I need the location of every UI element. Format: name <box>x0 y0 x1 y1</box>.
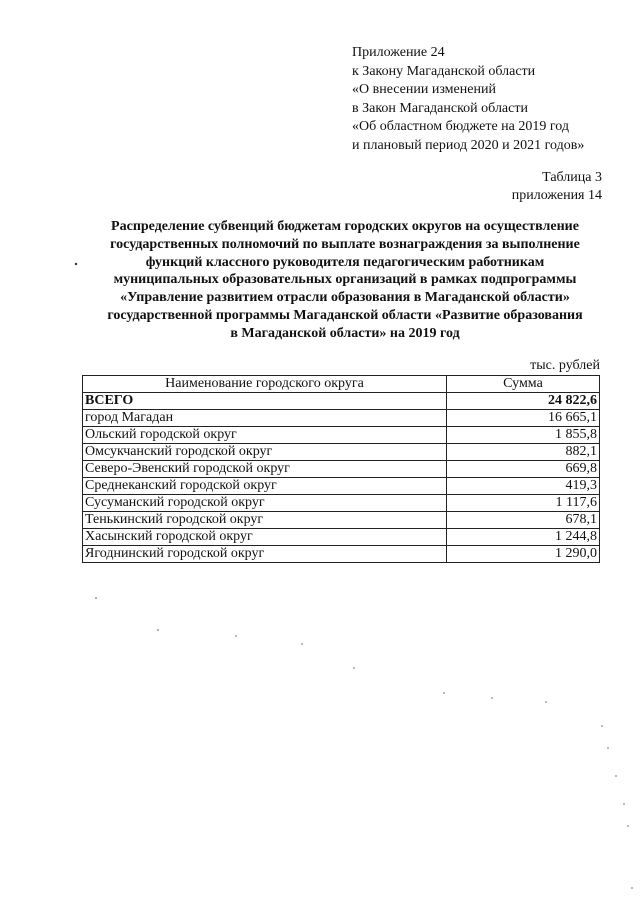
table-row <box>83 427 600 444</box>
district-sum: 678,1 <box>446 512 599 529</box>
table-row <box>83 444 600 461</box>
appendix-line: «О внесении изменений <box>352 82 496 98</box>
table-row <box>83 478 600 495</box>
table-row <box>83 529 600 546</box>
table-number: Таблица 3 <box>542 170 602 185</box>
district-sum: 669,8 <box>446 461 599 478</box>
subsidy-table <box>82 375 600 563</box>
title-line: государственных полномочий по выплате вознаграждения за выполнение <box>110 236 580 252</box>
district-name: Омсукчанский городской округ <box>83 444 447 461</box>
district-sum: 1 117,6 <box>446 495 599 512</box>
title-line: Распределение субвенций бюджетам городских округов на осуществление <box>111 219 579 234</box>
appendix-header <box>352 44 622 156</box>
appendix-line: в Закон Магаданской области <box>352 100 528 116</box>
district-sum: 882,1 <box>446 444 599 461</box>
scan-speck <box>95 597 97 599</box>
units-label: тыс. рублей <box>530 358 600 373</box>
scan-speck <box>301 643 303 645</box>
district-sum: 1 244,8 <box>446 529 599 546</box>
appendix-line: «Об областном бюджете на 2019 год <box>352 119 569 135</box>
total-sum: 24 822,6 <box>446 393 599 410</box>
appendix-line: к Закону Магаданской области <box>352 63 536 79</box>
table-total-row <box>83 393 600 410</box>
district-sum: 1 290,0 <box>446 546 599 563</box>
scan-speck <box>615 775 617 777</box>
district-sum: 419,3 <box>446 478 599 495</box>
title-line: муниципальных образовательных организаций в рамках подпрограммы <box>113 272 577 288</box>
table-row <box>83 461 600 478</box>
appendix-line: и плановый период 2020 и 2021 годов» <box>352 137 585 153</box>
district-name: Ольский городской округ <box>83 427 447 444</box>
column-header-sum: Сумма <box>446 376 599 393</box>
district-name: Среднеканский городской округ <box>83 478 447 495</box>
district-sum: 16 665,1 <box>446 410 599 427</box>
district-sum: 1 855,8 <box>446 427 599 444</box>
table-header-row <box>83 376 600 393</box>
district-name: Северо-Эвенский городской округ <box>83 461 447 478</box>
document-title <box>70 218 620 343</box>
table-row <box>83 410 600 427</box>
title-line: функций классного руководителя педагогическим работникам <box>145 254 545 270</box>
title-line: государственной программы Магаданской области «Развитие образования <box>107 307 583 323</box>
scan-speck <box>627 825 629 827</box>
appendix-line: Приложение 24 <box>352 45 445 60</box>
scan-speck <box>545 701 547 703</box>
district-name: Хасынский городской округ <box>83 529 447 546</box>
district-name: город Магадан <box>83 410 447 427</box>
table-row <box>83 512 600 529</box>
title-line: «Управление развитием отрасли образования в Магаданской области» <box>120 290 570 306</box>
scan-speck <box>623 803 625 805</box>
scan-speck <box>491 697 493 699</box>
table-row <box>83 546 600 563</box>
scan-speck <box>157 629 159 631</box>
district-name: Тенькинский городской округ <box>83 512 447 529</box>
scan-speck <box>443 692 445 694</box>
total-label: ВСЕГО <box>83 393 447 410</box>
table-reference <box>512 169 602 205</box>
table-appendix-ref: приложения 14 <box>511 188 602 203</box>
district-name: Сусуманский городской округ <box>83 495 447 512</box>
scan-speck <box>631 887 633 889</box>
column-header-name: Наименование городского округа <box>83 376 447 393</box>
district-name: Ягоднинский городской округ <box>83 546 447 563</box>
scan-speck <box>353 667 355 669</box>
title-line: в Магаданской области» на 2019 год <box>230 325 460 341</box>
scan-speck <box>601 725 603 727</box>
scan-speck <box>607 747 609 749</box>
table-row <box>83 495 600 512</box>
scan-speck <box>235 635 237 637</box>
